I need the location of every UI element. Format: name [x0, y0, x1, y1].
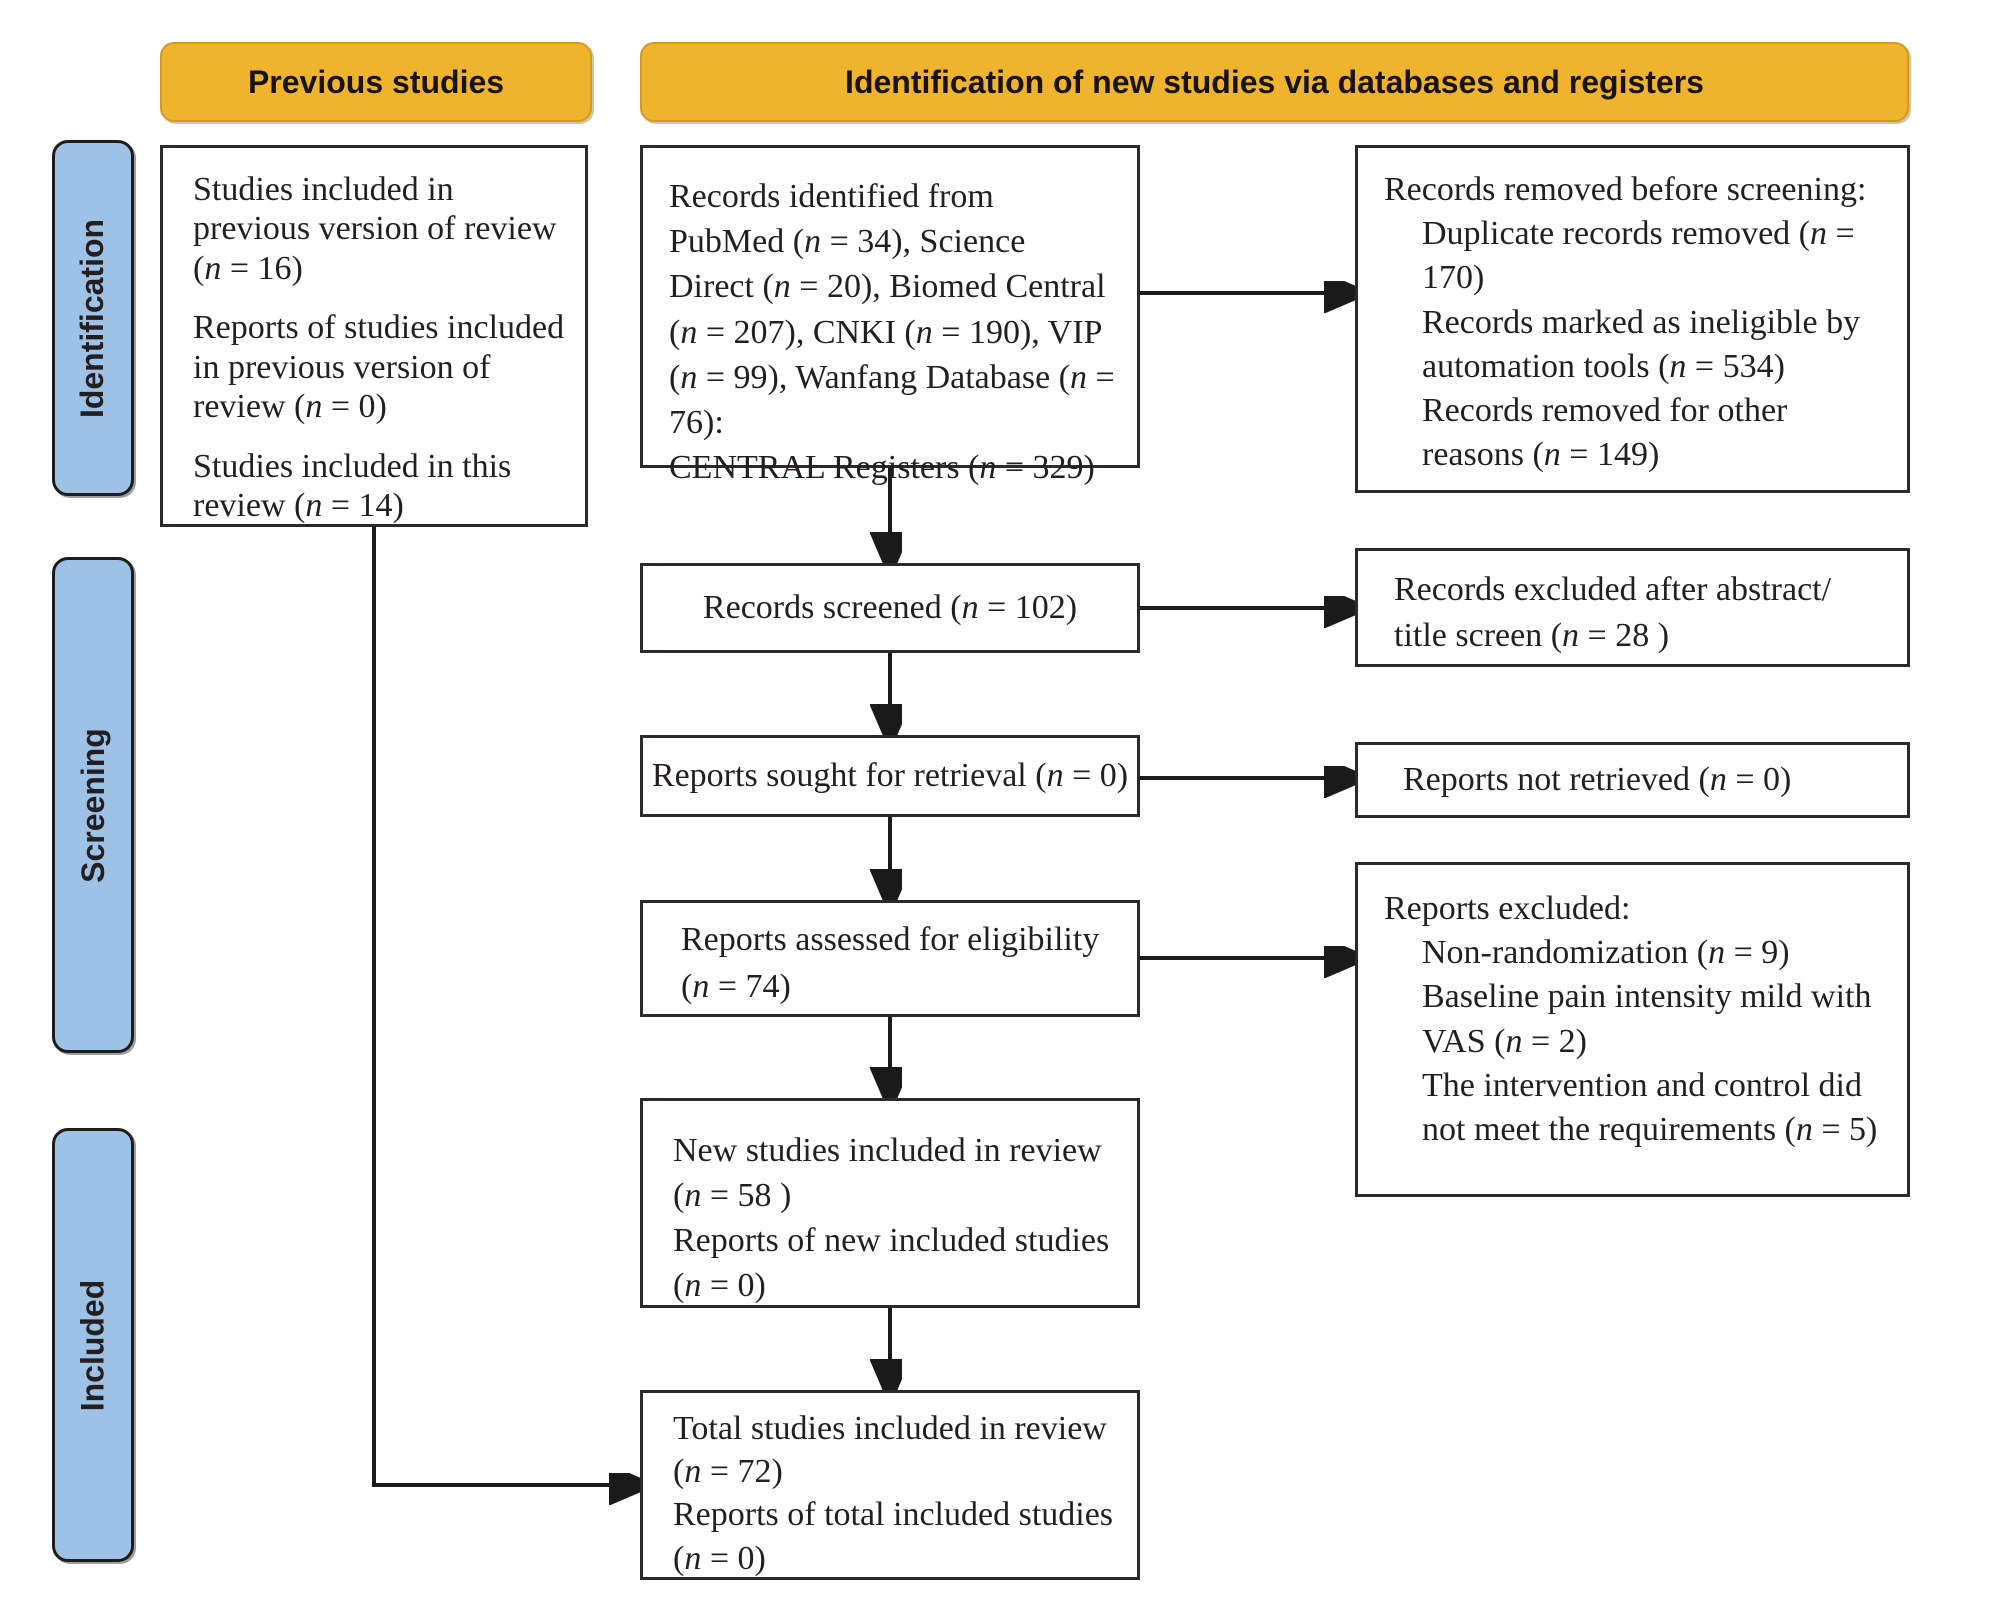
records-excluded-line: title screen (n = 28 ) — [1394, 616, 1670, 654]
assessed-line: Reports assessed for eligibility — [681, 921, 1100, 958]
reports-excluded-item: Non-randomization (n = 9) — [1422, 934, 1790, 972]
total-studies-included-box — [640, 1390, 1140, 1580]
stage-included — [52, 1128, 134, 1562]
screened-text: Records screened (n = 102) — [702, 589, 1078, 626]
reports-sought-box — [640, 735, 1140, 817]
records-removed-box — [1355, 145, 1910, 493]
total-included-line: Reports of total included studies — [673, 1496, 1114, 1534]
removed-item: Duplicate records removed (n = 170) — [1422, 215, 1855, 297]
total-included-line: Total studies included in review — [673, 1410, 1107, 1447]
reports-not-retrieved-box — [1355, 742, 1910, 818]
stage-included-label: Included — [74, 1279, 111, 1411]
records-excluded-line: Records excluded after abstract/ — [1394, 571, 1832, 608]
new-included-line: New studies included in review — [673, 1132, 1102, 1169]
stage-identification — [52, 140, 134, 496]
identified-line: CENTRAL Registers (n = 329) — [669, 449, 1095, 487]
previous-line: Studies included in previous version of review (n = 16) — [193, 171, 557, 287]
reports-excluded-item: The intervention and control did not meet the requirements (n = 5) — [1422, 1066, 1878, 1148]
stage-screening — [52, 557, 134, 1053]
assessed-line: (n = 74) — [681, 967, 791, 1005]
new-included-line: Reports of new included studies — [673, 1221, 1110, 1259]
arrow-previous-to-total — [374, 527, 635, 1485]
previous-studies-header: Previous studies — [160, 42, 592, 122]
stage-identification-label: Identification — [74, 218, 111, 418]
identified-line: Records identified from PubMed (n = 34), Science Direct (n = 20), Biomed Central (n = 207), CNKI (n = 190), VIP (n = 99), Wanfang Database (n = 76): — [669, 178, 1115, 442]
previous-studies-box — [160, 145, 588, 527]
total-included-line: (n = 72) — [673, 1453, 783, 1491]
previous-line: Reports of studies included in previous version of review (n = 0) — [193, 309, 565, 426]
identification-header: Identification of new studies via databases and registers — [640, 42, 1909, 122]
removed-title: Records removed before screening: — [1384, 171, 1867, 208]
removed-item: Records removed for other reasons (n = 149) — [1422, 391, 1788, 474]
total-included-line: (n = 0) — [673, 1539, 766, 1577]
sought-text: Reports sought for retrieval (n = 0) — [651, 757, 1129, 794]
records-screened-box — [640, 563, 1140, 653]
reports-excluded-title: Reports excluded: — [1384, 890, 1631, 927]
previous-line: Studies included in this review (n = 14) — [193, 447, 512, 525]
not-retrieved-text: Reports not retrieved (n = 0) — [1403, 761, 1792, 798]
removed-item: Records marked as ineligible by automation tools (n = 534) — [1422, 303, 1861, 385]
new-included-line: (n = 0) — [673, 1266, 766, 1304]
records-identified-box — [640, 145, 1140, 487]
records-excluded-box — [1355, 548, 1910, 667]
reports-assessed-box — [640, 900, 1140, 1017]
stage-screening-label: Screening — [74, 727, 111, 883]
reports-excluded-item: Baseline pain intensity mild with VAS (n = 2) — [1422, 978, 1872, 1060]
new-included-line: (n = 58 ) — [673, 1176, 792, 1214]
new-studies-included-box — [640, 1098, 1140, 1308]
reports-excluded-box — [1355, 862, 1910, 1197]
